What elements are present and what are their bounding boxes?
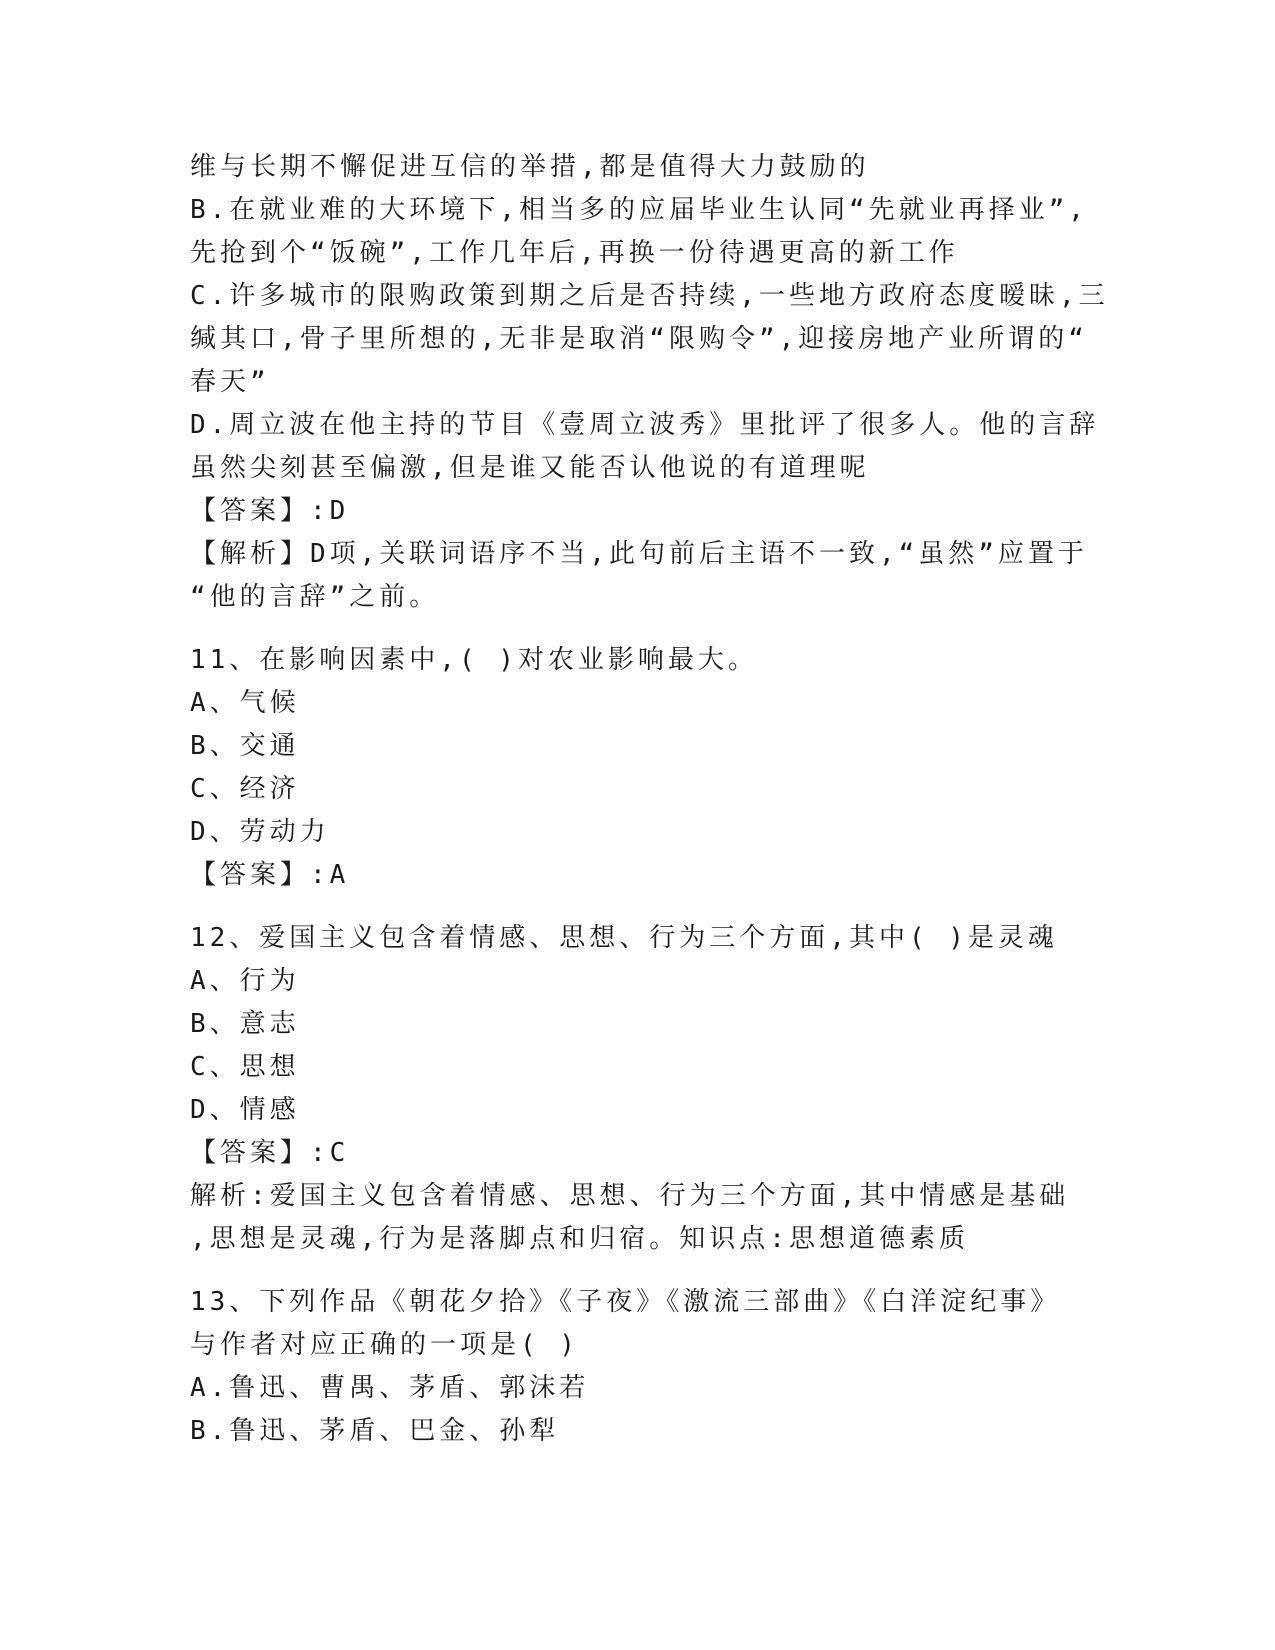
q10-analysis-line2: “他的言辞”之前。 xyxy=(190,582,440,612)
q12-option-d: D、情感 xyxy=(190,1095,300,1125)
q13-question-line2: 与作者对应正确的一项是( ) xyxy=(190,1330,579,1360)
q12-question: 12、爱国主义包含着情感、思想、行为三个方面,其中( )是灵魂 xyxy=(190,923,1058,953)
q10-option-d-line2: 虽然尖刻甚至偏激,但是谁又能否认他说的有道理呢 xyxy=(190,453,870,483)
q12-option-b: B、意志 xyxy=(190,1009,300,1039)
q10-option-a-continuation: 维与长期不懈促进互信的举措,都是值得大力鼓励的 xyxy=(190,152,870,182)
q11-answer: 【答案】:A xyxy=(190,860,350,890)
q10-option-b-line1: B.在就业难的大环境下,相当多的应届毕业生认同“先就业再择业”, xyxy=(190,195,1088,225)
q12-option-c: C、思想 xyxy=(190,1052,300,1082)
q10-option-b-line2: 先抢到个“饭碗”,工作几年后,再换一份待遇更高的新工作 xyxy=(190,238,959,268)
q12-analysis-line2: ,思想是灵魂,行为是落脚点和归宿。知识点:思想道德素质 xyxy=(190,1224,969,1254)
q10-option-d-line1: D.周立波在他主持的节目《壹周立波秀》里批评了很多人。他的言辞 xyxy=(190,410,1100,440)
q10-option-c-line2: 缄其口,骨子里所想的,无非是取消“限购令”,迎接房地产业所谓的“ xyxy=(190,324,1088,354)
q11-option-d: D、劳动力 xyxy=(190,817,330,847)
q13-option-a: A.鲁迅、曹禺、茅盾、郭沫若 xyxy=(190,1373,590,1403)
q11-option-b: B、交通 xyxy=(190,731,300,761)
q11-option-a: A、气候 xyxy=(190,688,300,718)
q10-answer: 【答案】:D xyxy=(190,496,350,526)
q13-question-line1: 13、下列作品《朝花夕拾》《子夜》《激流三部曲》《白洋淀纪事》 xyxy=(190,1287,1061,1317)
q12-option-a: A、行为 xyxy=(190,966,300,996)
q12-analysis-line1: 解析:爱国主义包含着情感、思想、行为三个方面,其中情感是基础 xyxy=(190,1181,1070,1211)
q10-option-c-line3: 春天” xyxy=(190,367,270,397)
q10-analysis-line1: 【解析】D项,关联词语序不当,此句前后主语不一致,“虽然”应置于 xyxy=(190,539,1088,569)
q13-option-b: B.鲁迅、茅盾、巴金、孙犁 xyxy=(190,1416,560,1446)
q11-option-c: C、经济 xyxy=(190,774,300,804)
q12-answer: 【答案】:C xyxy=(190,1138,350,1168)
document-body xyxy=(190,146,1109,1453)
q10-option-c-line1: C.许多城市的限购政策到期之后是否持续,一些地方政府态度暧昧,三 xyxy=(190,281,1109,311)
q11-question: 11、在影响因素中,( )对农业影响最大。 xyxy=(190,645,758,675)
